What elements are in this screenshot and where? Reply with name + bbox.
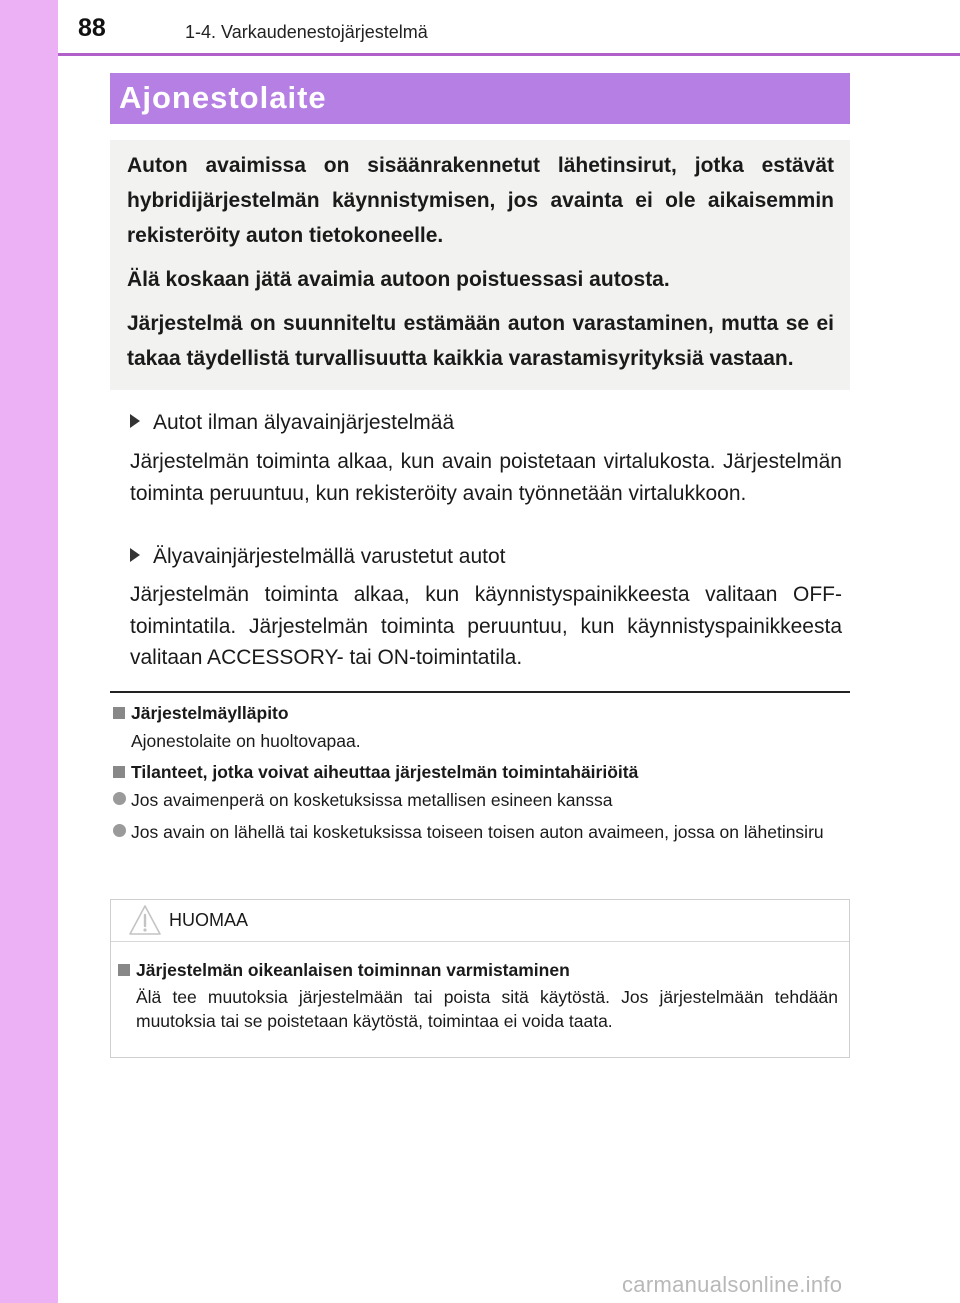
caution-label: HUOMAA xyxy=(169,910,249,930)
list-item xyxy=(112,821,850,844)
title-bar xyxy=(110,73,850,124)
note-heading-faults xyxy=(113,762,638,783)
list-item xyxy=(112,789,850,812)
sub-heading-smart-key xyxy=(130,545,506,569)
note-text: Ajonestolaite on huoltovapaa. xyxy=(131,731,361,751)
square-bullet-icon xyxy=(113,766,125,778)
list-item-text: Jos avaimenperä on kosketuksissa metallisen esineen kanssa xyxy=(131,790,613,810)
sub-heading-no-smart-key xyxy=(130,411,454,435)
intro-box xyxy=(110,140,850,390)
sub-heading-label: Autot ilman älyavainjärjestelmää xyxy=(153,411,455,434)
note-heading-label: Tilanteet, jotka voivat aiheuttaa järjestelmän toimintahäiriöitä xyxy=(131,762,639,782)
section-reference: 1-4. Varkaudenestojärjestelmä xyxy=(185,22,428,42)
body-paragraph: Järjestelmän toiminta alkaa, kun avain poistetaan virtalukosta. Järjestelmän toiminta peruuntuu, kun rekisteröity avain työnnetään virtalukkoon. xyxy=(130,450,842,505)
section-divider xyxy=(110,691,850,693)
round-bullet-icon xyxy=(113,792,126,805)
note-heading-label: Järjestelmäylläpito xyxy=(131,703,289,723)
caution-title xyxy=(118,960,570,981)
square-bullet-icon xyxy=(113,707,125,719)
intro-paragraph: Älä koskaan jätä avaimia autoon poistuessasi autosta. xyxy=(127,268,670,291)
round-bullet-icon xyxy=(113,824,126,837)
note-heading-maintenance xyxy=(113,703,289,724)
caution-header xyxy=(111,900,849,942)
page-number: 88 xyxy=(78,14,106,42)
caution-text: Älä tee muutoksia järjestelmään tai poista sitä käytöstä. Jos järjestelmään tehdään muutoksia tai se poistetaan käytöstä, toimintaa ei voida taata. xyxy=(136,987,838,1031)
sub-heading-label: Älyavainjärjestelmällä varustetut autot xyxy=(153,545,506,568)
side-tab-strip xyxy=(0,0,58,1303)
intro-paragraph: Järjestelmä on suunniteltu estämään auton varastaminen, mutta se ei takaa täydellistä turvallisuutta kaikkia varastamisyrityksiä vastaan. xyxy=(127,312,834,370)
list-item-text: Jos avain on lähellä tai kosketuksissa toiseen toisen auton avaimeen, jossa on lähetinsiru xyxy=(131,822,824,842)
body-paragraph: Järjestelmän toiminta alkaa, kun käynnistyspainikkeesta valitaan OFF-toimintatila. Järjestelmän toiminta peruuntuu, kun käynnistyspainikkeesta valitaan ACCESSORY- tai ON-toimintatila. xyxy=(130,583,842,669)
warning-triangle-icon xyxy=(128,904,162,936)
header-rule xyxy=(58,53,960,56)
caution-title-label: Järjestelmän oikeanlaisen toiminnan varmistaminen xyxy=(136,960,570,980)
square-bullet-icon xyxy=(118,964,130,976)
caution-box xyxy=(110,899,850,1058)
triangle-bullet-icon xyxy=(130,414,140,428)
intro-paragraph: Auton avaimissa on sisäänrakennetut lähetinsirut, jotka estävät hybridijärjestelmän käynnistymisen, jos avainta ei ole aikaisemmin rekisteröity auton tietokoneelle. xyxy=(127,154,834,247)
watermark: carmanualsonline.info xyxy=(622,1272,843,1297)
page-title: Ajonestolaite xyxy=(119,80,327,115)
triangle-bullet-icon xyxy=(130,548,140,562)
